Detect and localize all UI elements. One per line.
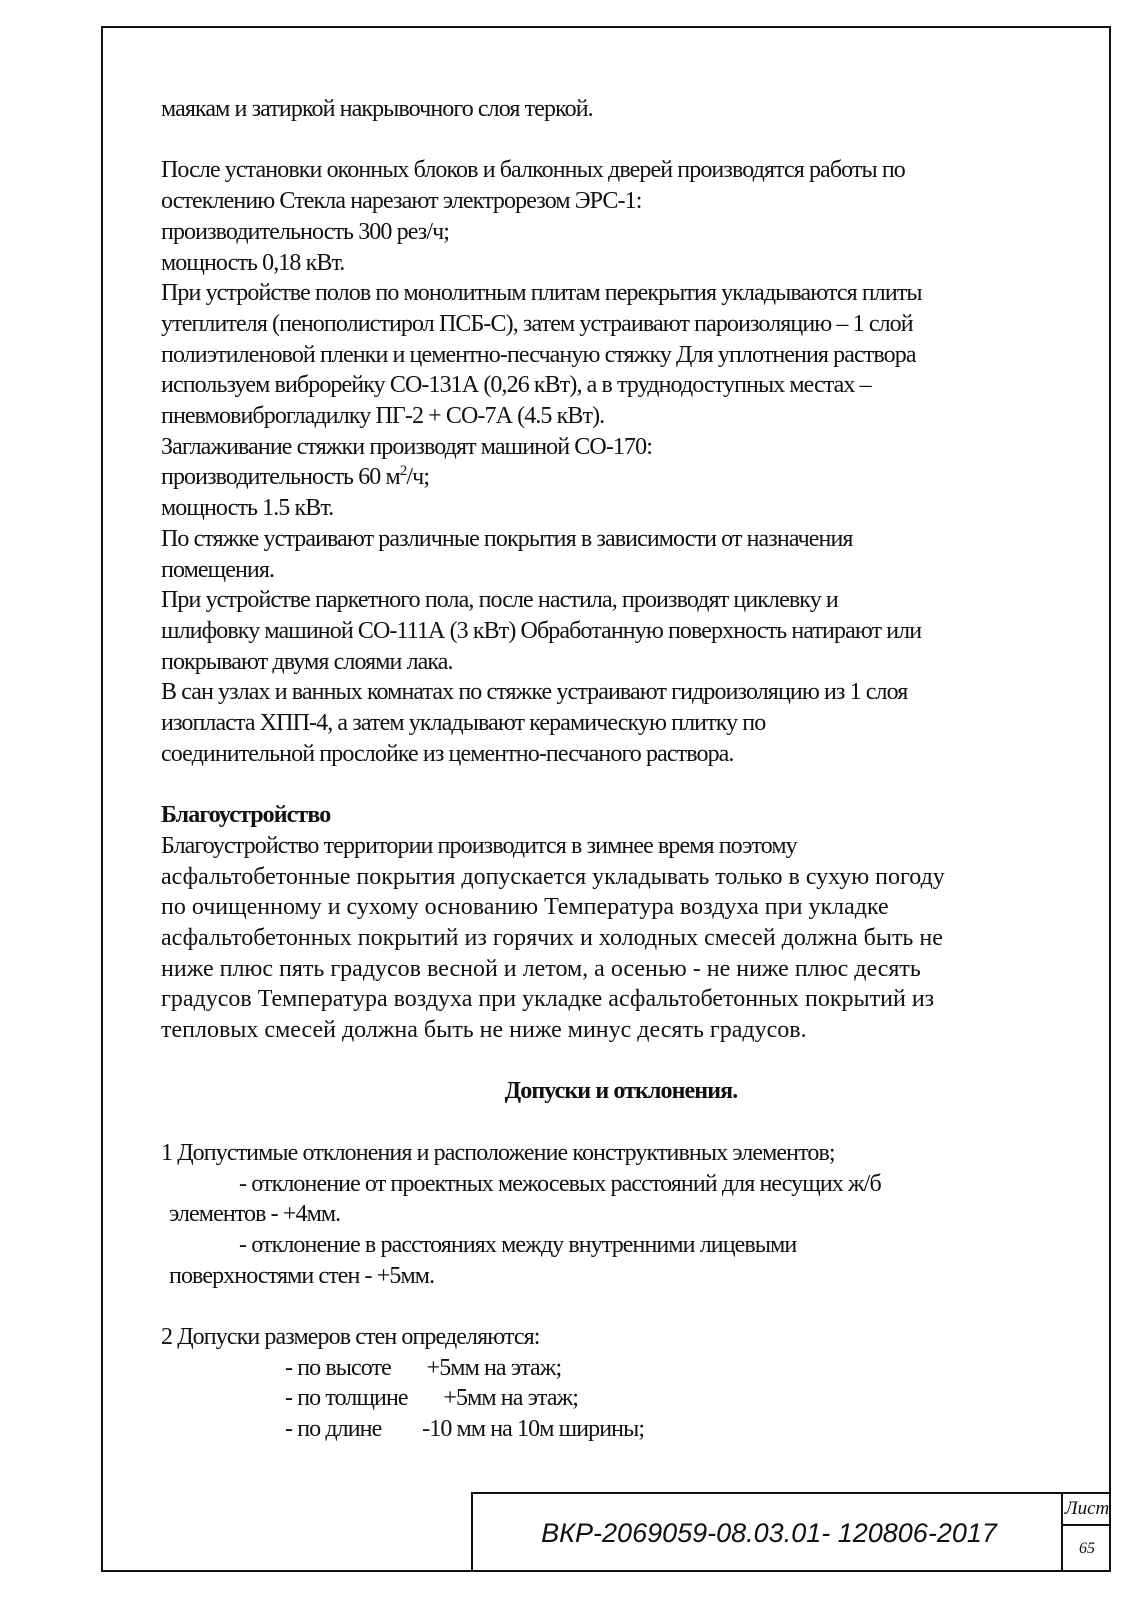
text-line: ниже плюс пять градусов весной и летом, а осенью - не ниже плюс десять (161, 955, 921, 982)
text-line: По стяжке устраивают различные покрытия в зависимости от назначения (161, 525, 853, 552)
text-line: помещения. (161, 556, 275, 583)
text-line: Заглаживание стяжки производят машиной СО-170: (161, 433, 652, 460)
text-line: соединительной прослойке из цементно-песчаного раствора. (161, 740, 734, 767)
text-line: асфальтобетонных покрытий из горячих и холодных смесей должна быть не (161, 924, 943, 951)
text-line (161, 462, 1081, 493)
list-subitem-continuation: поверхностями стен - +5мм. (169, 1262, 435, 1289)
text-line: по очищенному и сухому основанию Температура воздуха при укладке (161, 894, 889, 921)
list-subitem: - по толщине +5мм на этаж; (285, 1385, 579, 1412)
title-block (471, 1492, 1111, 1572)
text-line: используем виброрейку СО-131А (0,26 кВт), а в труднодоступных местах – (161, 372, 871, 399)
sheet-label: Лист (1063, 1494, 1111, 1526)
list-subitem: - отклонение в расстояниях между внутренними лицевыми (239, 1231, 797, 1258)
text-line: маякам и затиркой накрывочного слоя теркой. (161, 96, 593, 122)
text-line: После установки оконных блоков и балконных дверей производятся работы по (161, 157, 905, 184)
sheet-cell (1061, 1494, 1111, 1572)
text-line: остеклению Стекла нарезают электрорезом ЭРС-1: (161, 188, 642, 215)
text-line: пневмовиброгладилку ПГ-2 + СО-7А (4.5 кВт). (161, 403, 605, 430)
text-line: При устройстве паркетного пола, после настила, производят циклевку и (161, 587, 838, 614)
text-line: мощность 0,18 кВт. (161, 249, 345, 276)
list-subitem-continuation: элементов - +4мм. (169, 1201, 341, 1228)
document-code: ВКР-2069059-08.03.01- 120806-2017 (541, 1517, 997, 1548)
text-line: изопласта ХПП-4, а затем укладывают керамическую плитку по (161, 710, 766, 737)
section-heading-centered: Допуски и отклонения. (504, 1078, 738, 1105)
text-line: покрывают двумя слоями лака. (161, 648, 453, 675)
list-subitem: - отклонение от проектных межосевых расстояний для несущих ж/б (239, 1170, 881, 1197)
text-line: утеплителя (пенополистирол ПСБ-С), затем устраивают пароизоляцию – 1 слой (161, 310, 913, 337)
document-body (161, 94, 1081, 1445)
list-item: 2 Допуски размеров стен определяются: (161, 1324, 540, 1351)
list-subitem: - по высоте +5мм на этаж; (285, 1354, 562, 1381)
text-line: градусов Температура воздуха при укладке асфальтобетонных покрытий из (161, 986, 935, 1013)
text-line: производительность 300 рез/ч; (161, 218, 450, 245)
text-line: При устройстве полов по монолитным плитам перекрытия укладываются плиты (161, 280, 922, 307)
text-line: шлифовку машиной СО-111А (3 кВт) Обработанную поверхность натирают или (161, 617, 922, 644)
list-subitem: - по длине -10 мм на 10м ширины; (285, 1416, 645, 1443)
text-line: мощность 1.5 кВт. (161, 495, 334, 522)
text-line: В сан узлах и ванных комнатах по стяжке устраивают гидроизоляцию из 1 слоя (161, 679, 908, 706)
text-line: асфальтобетонные покрытия допускается укладывать только в сухую погоду (161, 863, 945, 890)
section-heading: Благоустройство (161, 802, 331, 829)
text-line: тепловых смесей должна быть не ниже минус десять градусов. (161, 1017, 807, 1044)
text-line: Благоустройство территории производится в зимнее время поэтому (161, 832, 797, 859)
text-line: полиэтиленовой пленки и цементно-песчаную стяжку Для уплотнения раствора (161, 341, 916, 368)
list-item: 1 Допустимые отклонения и расположение конструктивных элементов; (161, 1139, 835, 1166)
sheet-number: 65 (1079, 1540, 1095, 1557)
text-fragment: /ч; (406, 464, 430, 491)
text-fragment: производительность 60 м (161, 464, 400, 491)
superscript: 2 (399, 463, 407, 480)
